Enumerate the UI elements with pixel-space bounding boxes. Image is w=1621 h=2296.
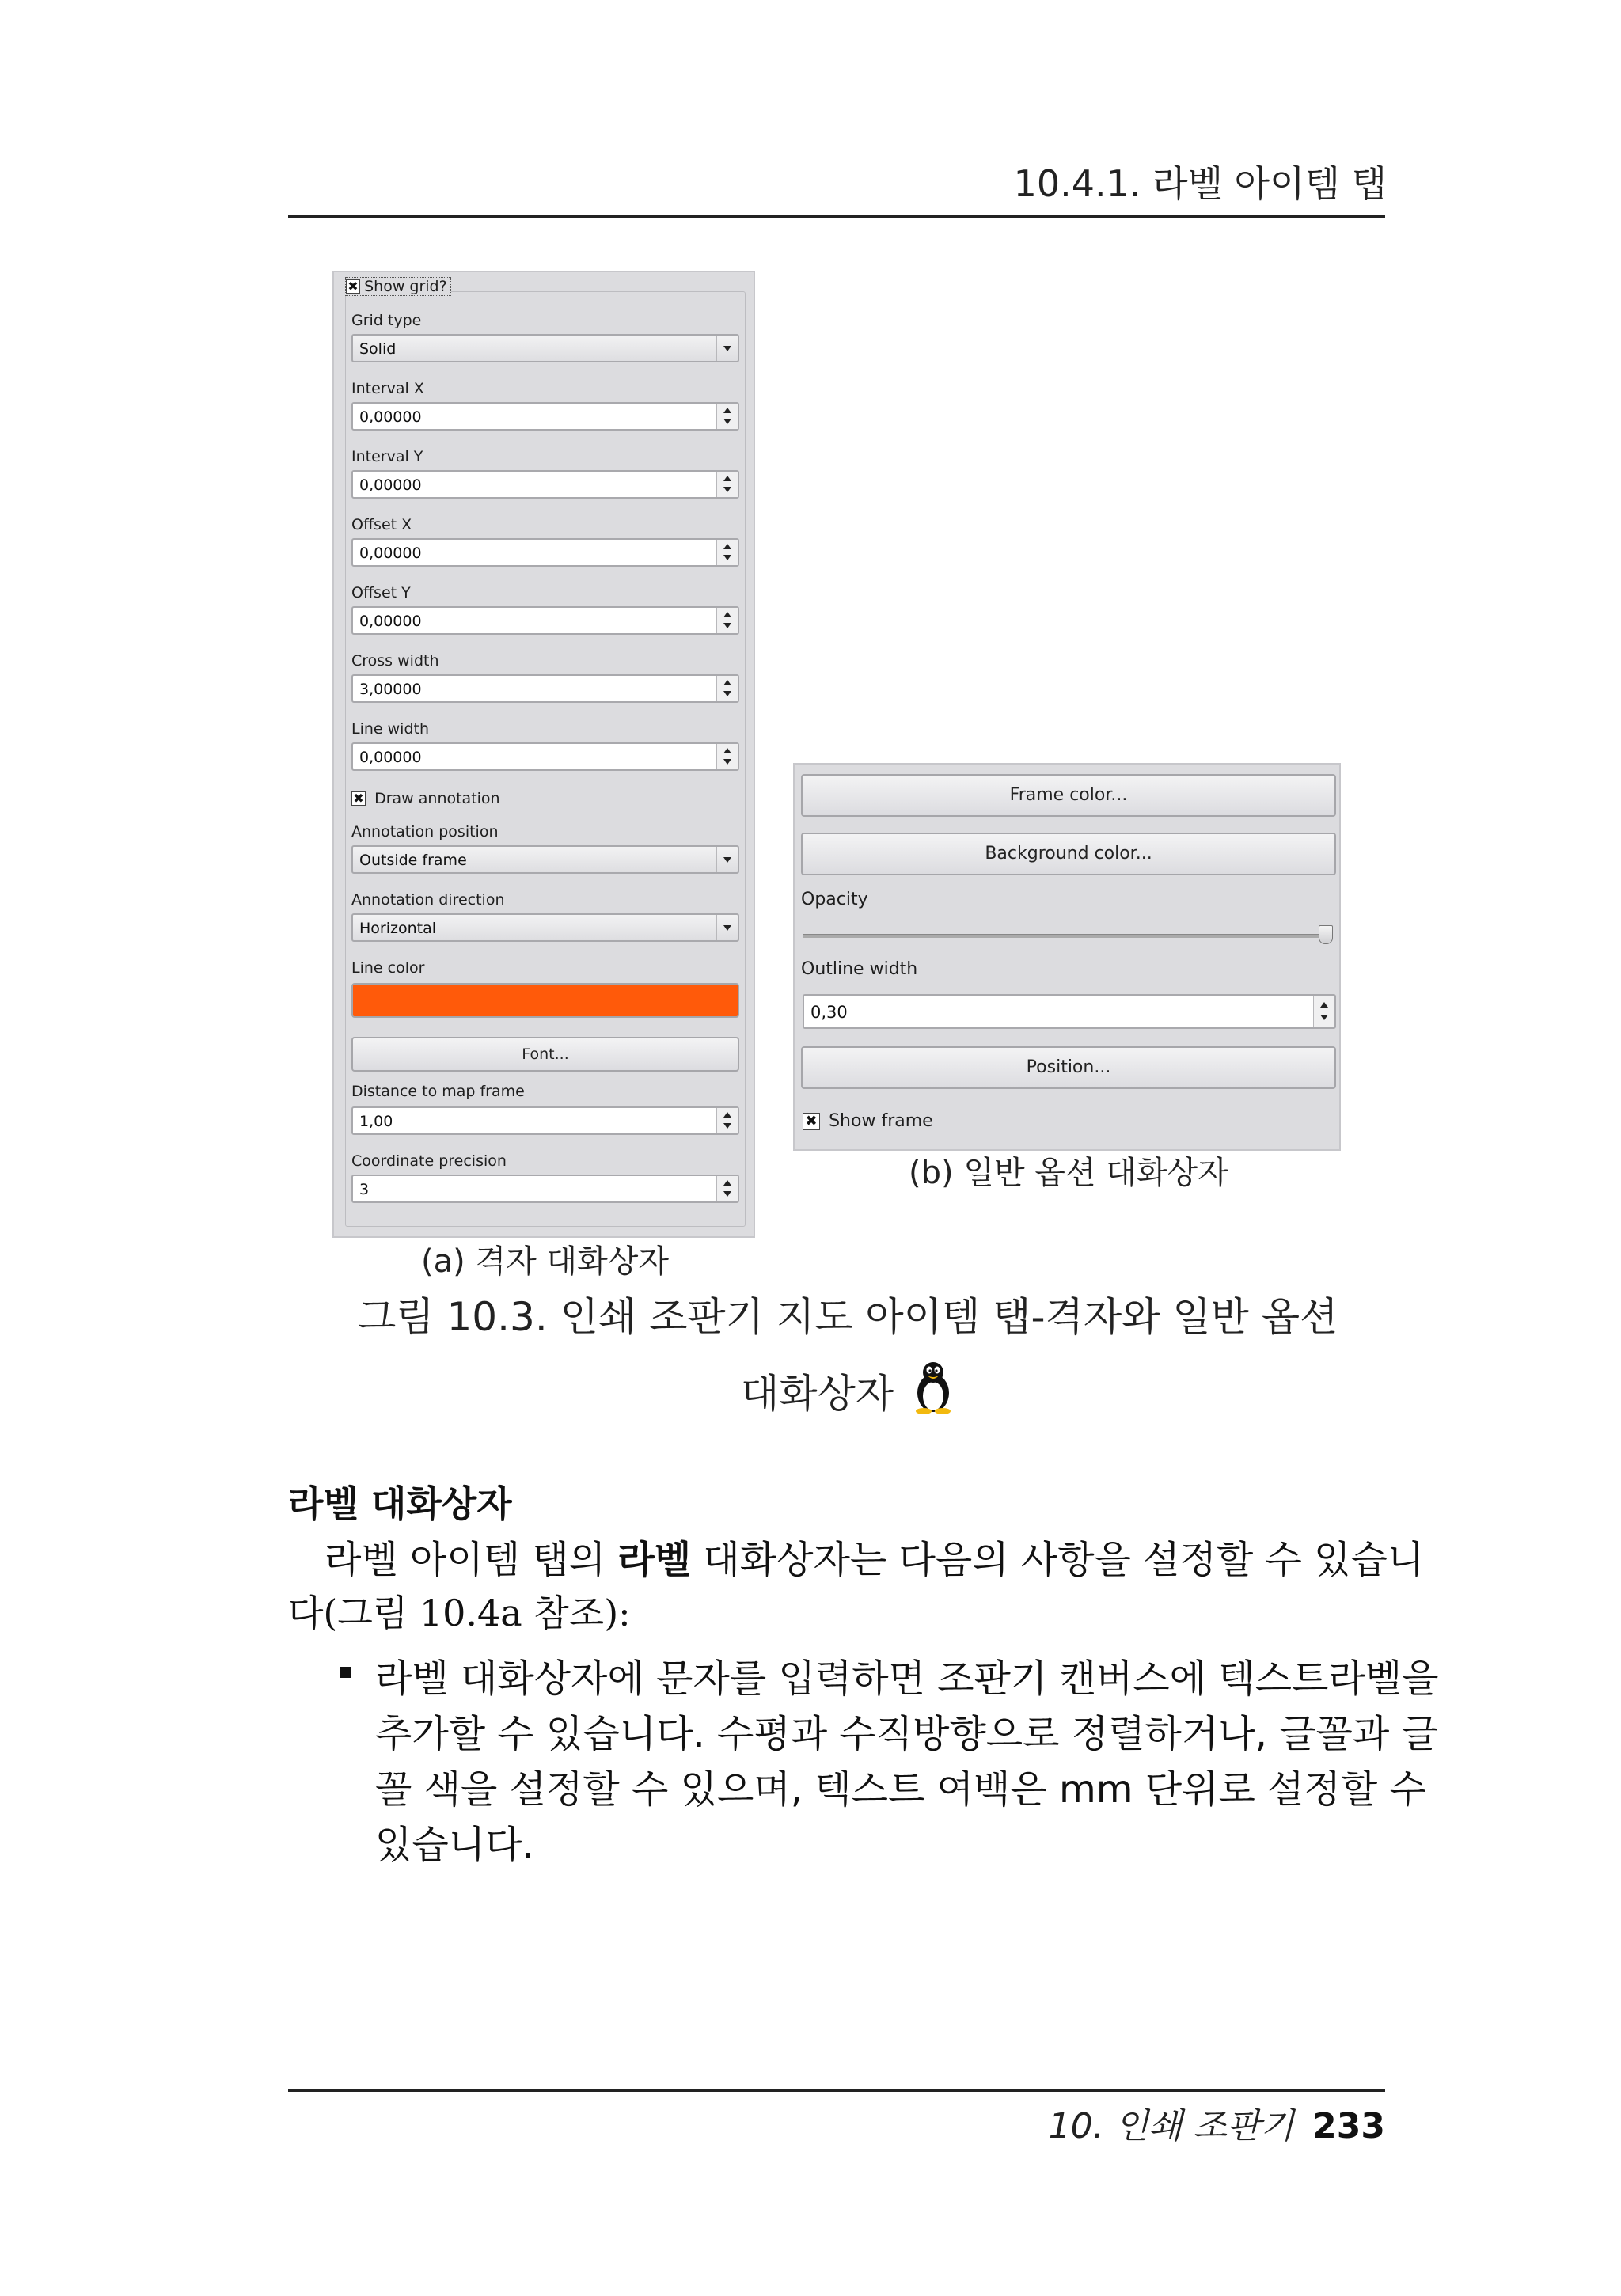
line-color-label: Line color: [351, 959, 425, 977]
footer-chapter: 10. 인쇄 조판기: [1048, 2106, 1295, 2146]
paragraph-line1: 라벨 아이템 탭의 라벨 대화상자는 다음의 사항을 설정할 수 있습니: [325, 1538, 1425, 1582]
header-rule: [288, 215, 1385, 218]
font-button[interactable]: Font...: [351, 1037, 739, 1072]
annotation-position-label: Annotation position: [351, 823, 499, 841]
outline-width-input[interactable]: 0,30: [803, 994, 1336, 1029]
page-footer: [1049, 2097, 1385, 2148]
background-color-button[interactable]: Background color...: [801, 833, 1336, 875]
opacity-label: Opacity: [801, 890, 868, 909]
chevron-down-icon: [716, 915, 738, 940]
checkbox-checked-icon: ✖: [803, 1113, 820, 1130]
general-options-panel: [793, 763, 1341, 1151]
spinner-icon[interactable]: [716, 1176, 738, 1201]
annotation-direction-select[interactable]: Horizontal: [351, 913, 739, 942]
tux-penguin-icon: [908, 1358, 959, 1415]
section-heading: 라벨 대화상자: [288, 1482, 512, 1525]
spinner-icon[interactable]: [716, 744, 738, 769]
bullet-marker: [340, 1667, 351, 1678]
bullet-line2: 추가할 수 있습니다. 수평과 수직방향으로 정렬하거나, 글꼴과 글: [375, 1712, 1438, 1756]
grid-type-select[interactable]: Solid: [351, 334, 739, 362]
distance-input[interactable]: 1,00: [351, 1106, 739, 1135]
figure-caption-line1: 그림 10.3. 인쇄 조판기 지도 아이템 탭-격자와 일반 옵션: [358, 1294, 1338, 1340]
precision-input[interactable]: 3: [351, 1175, 739, 1203]
paragraph-line2: 다(그림 10.4a 참조):: [288, 1592, 631, 1634]
bullet-line4: 있습니다.: [375, 1823, 534, 1867]
frame-color-button[interactable]: Frame color...: [801, 774, 1336, 817]
opacity-slider-track[interactable]: [803, 934, 1328, 938]
precision-label: Coordinate precision: [351, 1152, 507, 1170]
show-frame-checkbox[interactable]: ✖ Show frame: [803, 1111, 933, 1131]
offset-x-input[interactable]: 0,00000: [351, 538, 739, 567]
position-button[interactable]: Position...: [801, 1046, 1336, 1089]
running-header: 10.4.1. 라벨 아이템 탭: [1013, 162, 1387, 205]
bullet-line1: 라벨 대화상자에 문자를 입력하면 조판기 캔버스에 텍스트라벨을: [375, 1657, 1439, 1701]
annotation-position-select[interactable]: Outside frame: [351, 845, 739, 874]
interval-x-input[interactable]: 0,00000: [351, 402, 739, 431]
chevron-down-icon: [716, 847, 738, 872]
page-number: 233: [1312, 2106, 1385, 2146]
figure-caption-line2: 대화상자: [741, 1358, 959, 1419]
offset-y-input[interactable]: 0,00000: [351, 606, 739, 635]
spinner-icon[interactable]: [716, 608, 738, 633]
checkbox-checked-icon: ✖: [346, 279, 360, 294]
chevron-down-icon: [716, 336, 738, 361]
offset-x-label: Offset X: [351, 516, 412, 533]
line-width-input[interactable]: 0,00000: [351, 742, 739, 771]
distance-label: Distance to map frame: [351, 1083, 525, 1100]
draw-annotation-checkbox[interactable]: ✖ Draw annotation: [351, 790, 500, 807]
show-grid-label: Show grid?: [364, 278, 447, 295]
grid-type-label: Grid type: [351, 312, 422, 329]
spinner-icon[interactable]: [716, 676, 738, 701]
spinner-icon[interactable]: [1313, 996, 1334, 1027]
offset-y-label: Offset Y: [351, 584, 411, 602]
spinner-icon[interactable]: [716, 540, 738, 565]
footer-rule: [288, 2089, 1385, 2092]
interval-x-label: Interval X: [351, 380, 424, 397]
show-grid-checkbox[interactable]: [345, 277, 451, 296]
annotation-direction-label: Annotation direction: [351, 891, 505, 909]
grid-dialog-panel: [332, 271, 755, 1238]
cross-width-input[interactable]: 3,00000: [351, 674, 739, 703]
spinner-icon[interactable]: [716, 404, 738, 429]
caption-a: (a) 격자 대화상자: [421, 1243, 669, 1280]
outline-width-label: Outline width: [801, 959, 918, 979]
caption-b: (b) 일반 옵션 대화상자: [909, 1155, 1228, 1191]
spinner-icon[interactable]: [716, 1108, 738, 1133]
interval-y-input[interactable]: 0,00000: [351, 470, 739, 499]
cross-width-label: Cross width: [351, 652, 439, 670]
interval-y-label: Interval Y: [351, 448, 423, 465]
line-width-label: Line width: [351, 720, 430, 738]
line-color-button[interactable]: [351, 983, 739, 1018]
checkbox-checked-icon: ✖: [351, 791, 366, 806]
spinner-icon[interactable]: [716, 472, 738, 497]
opacity-slider-handle[interactable]: [1319, 925, 1333, 944]
bullet-line3: 꼴 색을 설정할 수 있으며, 텍스트 여백은 mm 단위로 설정할 수: [375, 1767, 1426, 1812]
